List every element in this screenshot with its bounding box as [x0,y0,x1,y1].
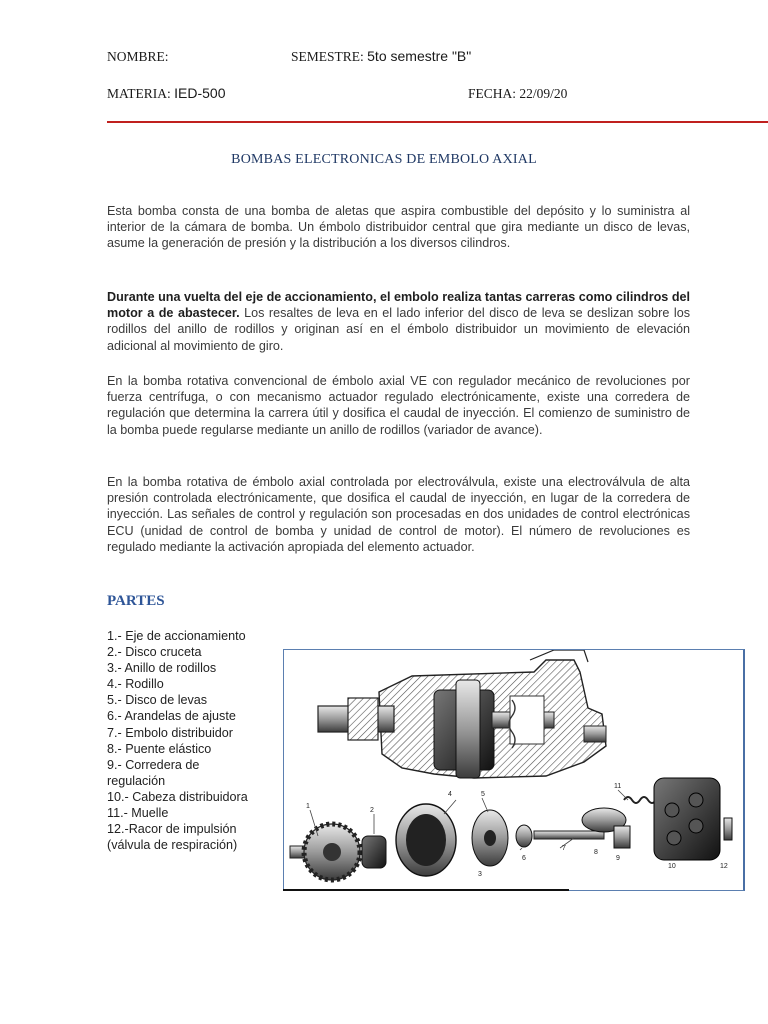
callout-6: 6 [522,855,526,862]
parts-list-item: 11.- Muelle [107,806,169,821]
callout-8: 8 [594,849,598,856]
callout-12: 12 [720,863,728,870]
paragraph-solenoid: En la bomba rotativa de émbolo axial controlada por electroválvula, existe una electroválvula de alta presión controlada electrónicamente, que dosifica el caudal de inyección, en lugar de la corredera de inyección. Las señales de control y regulación son procesadas en dos unidades de control electrónicas ECU (unidad de control de bomba y unidad de control de motor). El número de revoluciones es regulado mediante la activación apropiada del elemento actuador. [107,475,690,554]
materia-value: IED-500 [174,85,226,101]
parts-list-item: 1.- Eje de accionamiento [107,629,246,643]
callout-11: 11 [614,783,622,790]
callout-9: 9 [616,855,620,862]
paragraph-cycle-bold: Durante una vuelta del eje de accionamiento, el embolo realiza tantas carreras como cilindros del motor a de abastecer. [107,290,691,321]
parts-list-item: 10.- Cabeza distribuidora [107,789,248,804]
parts-list [107,628,287,853]
materia-label: MATERIA: [107,86,171,101]
parts-list-item: 6.- Arandelas de ajuste [107,709,236,724]
header-divider [107,121,768,123]
parts-list-item: 12.-Racor de impulsión [107,822,237,837]
document-title: BOMBAS ELECTRONICAS DE EMBOLO AXIAL [231,152,537,167]
fecha-label: FECHA: [468,86,517,101]
callout-2: 2 [370,807,374,814]
parts-list-item: 4.- Rodillo [107,677,164,692]
fecha-value: 22/09/20 [519,86,568,101]
parts-list-item: 5.- Disco de levas [107,693,208,708]
parts-list-item: 2.- Disco cruceta [107,645,202,660]
callout-7: 7 [562,845,566,852]
parts-list-item: 7.- Embolo distribuidor [107,725,233,740]
pump-cutaway [318,650,606,778]
parts-list-item: 8.- Puente elástico [107,741,212,756]
nombre-label: NOMBRE: [107,49,169,64]
parts-list-item: 3.- Anillo de rodillos [107,661,217,676]
callout-1: 1 [306,803,310,810]
paragraph-cycle-rest: Los resaltes de leva en el lado inferior del disco de leva se deslizan sobre los rodillos del anillo de rodillos y originan así en el émbolo distribuidor un movimiento de elevación adicional al movimiento de giro. [107,306,690,353]
callout-3: 3 [478,871,482,878]
paragraph-conventional: En la bomba rotativa convencional de émbolo axial VE con regulador mecánico de revoluciones por fuerza centrífuga, o con mecanismo actuador regulado electrónicamente, existe una corredera de regulación que determina la carrera útil y dosifica el caudal de inyección. El comienzo de suministro de la bomba puede regularse mediante un anillo de rodillos (variador de avance). [107,374,690,437]
pump-exploded-figure [283,649,745,891]
parts-list-item: 9.- Corredera de [107,757,200,772]
callout-10: 10 [668,863,676,870]
parts-heading: PARTES [107,593,165,609]
paragraph-cycle [107,289,690,354]
semestre-field [291,48,471,65]
callout-4: 4 [448,791,452,798]
materia-field [107,85,225,102]
parts-list-item: regulación [107,773,166,788]
pump-illustration [284,650,743,890]
parts-list-item: (válvula de respiración) [107,838,238,853]
pump-exploded-parts [290,778,732,880]
figure-underline [283,889,569,891]
paragraph-intro: Esta bomba consta de una bomba de aletas que aspira combustible del depósito y lo suministra al interior de la cámara de bomba. Un émbolo distribuidor central que gira mediante un disco de levas, asume la generación de presión y la distribución a los diversos cilindros. [107,204,690,251]
fecha-field [468,86,567,102]
semestre-value: 5to semestre "B" [367,48,472,64]
semestre-label: SEMESTRE: [291,49,364,64]
callout-5: 5 [481,791,485,798]
